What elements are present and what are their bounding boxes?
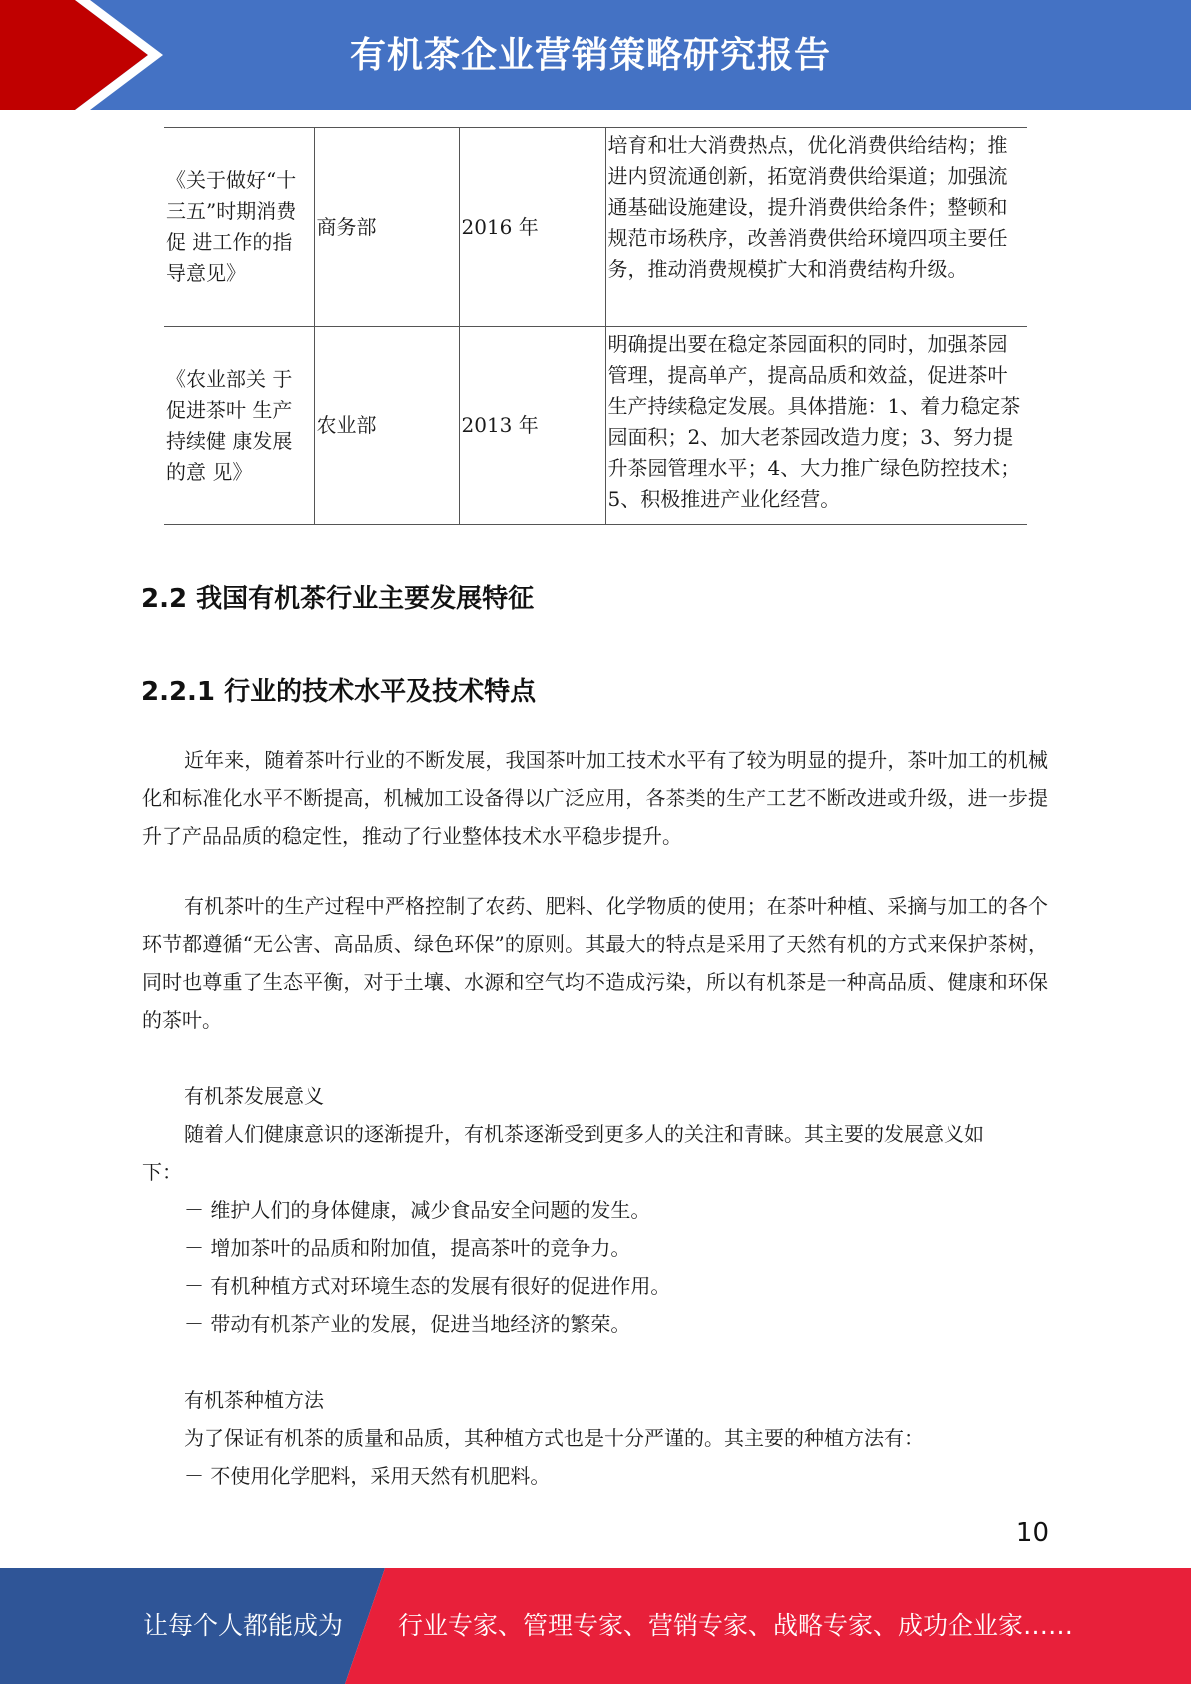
policy-table: [164, 127, 1027, 525]
year-cell: 2016 年: [459, 128, 605, 327]
table-row: [164, 128, 1027, 327]
paragraph: 有机茶叶的生产过程中严格控制了农药、肥料、化学物质的使用；在茶叶种植、采摘与加工的各个环节都遵循“无公害、高品质、绿色环保”的原则。其最大的特点是采用了天然有机的方式来保护茶树，同时也尊重了生态平衡，对于土壤、水源和空气均不造成污染，所以有机茶是一种高品质、健康和环保的茶叶。: [142, 894, 1048, 1032]
footer-band: [0, 1568, 1191, 1684]
header-band: [0, 0, 1191, 110]
department-cell: 商务部: [314, 128, 459, 327]
table-row: [164, 327, 1027, 525]
content-cell: 明确提出要在稳定茶园面积的同时，加强茶园管理，提高单产，提高品质和效益，促进茶叶生产持续稳定发展。具体措施：1、着力稳定茶园面积；2、加大老茶园改造力度；3、努力提升茶园管理水平；4、大力推广绿色防控技术；5、积极推进产业化经营。: [605, 327, 1027, 525]
footer-slogan-right: 行业专家、管理专家、营销专家、战略专家、成功企业家……: [398, 1611, 1074, 1640]
policy-name-cell: 《关于做好“十三五”时期消费促 进工作的指 导意见》: [164, 128, 314, 327]
report-title: 有机茶企业营销策略研究报告: [349, 35, 831, 76]
significance-title: 有机茶发展意义: [184, 1084, 324, 1108]
footer-slogan-left: 让每个人都能成为: [143, 1611, 344, 1640]
year-cell: 2013 年: [459, 327, 605, 525]
list-item: － 维护人们的身体健康，减少食品安全问题的发生。: [184, 1198, 651, 1222]
section-heading: 2.2 我国有机茶行业主要发展特征: [141, 584, 535, 614]
list-item: － 增加茶叶的品质和附加值，提高茶叶的竞争力。: [184, 1236, 631, 1260]
significance-intro-cont: 下：: [142, 1160, 182, 1184]
content-cell: 培育和壮大消费热点，优化消费供给结构；推进内贸流通创新，拓宽消费供给渠道；加强流通基础设施建设，提升消费供给条件；整顿和规范市场秩序，改善消费供给环境四项主要任务，推动消费规模扩大和消费结构升级。: [605, 128, 1027, 327]
subsection-heading: 2.2.1 行业的技术水平及技术特点: [141, 677, 537, 707]
department-cell: 农业部: [314, 327, 459, 525]
page-number: 10: [1015, 1518, 1049, 1548]
paragraph: 近年来，随着茶叶行业的不断发展，我国茶叶加工技术水平有了较为明显的提升，茶叶加工的机械化和标准化水平不断提高，机械加工设备得以广泛应用，各茶类的生产工艺不断改进或升级，进一步提升了产品品质的稳定性，推动了行业整体技术水平稳步提升。: [142, 748, 1048, 848]
planting-intro: 为了保证有机茶的质量和品质，其种植方式也是十分严谨的。其主要的种植方法有：: [184, 1426, 924, 1450]
policy-name-cell: 《农业部关 于促进茶叶 生产持续健 康发展的意 见》: [164, 327, 314, 525]
planting-title: 有机茶种植方法: [184, 1388, 324, 1412]
list-item: － 不使用化学肥料，采用天然有机肥料。: [184, 1464, 551, 1488]
list-item: － 带动有机茶产业的发展，促进当地经济的繁荣。: [184, 1312, 631, 1336]
significance-intro: 随着人们健康意识的逐渐提升，有机茶逐渐受到更多人的关注和青睐。其主要的发展意义如: [184, 1122, 984, 1146]
list-item: － 有机种植方式对环境生态的发展有很好的促进作用。: [184, 1274, 671, 1298]
